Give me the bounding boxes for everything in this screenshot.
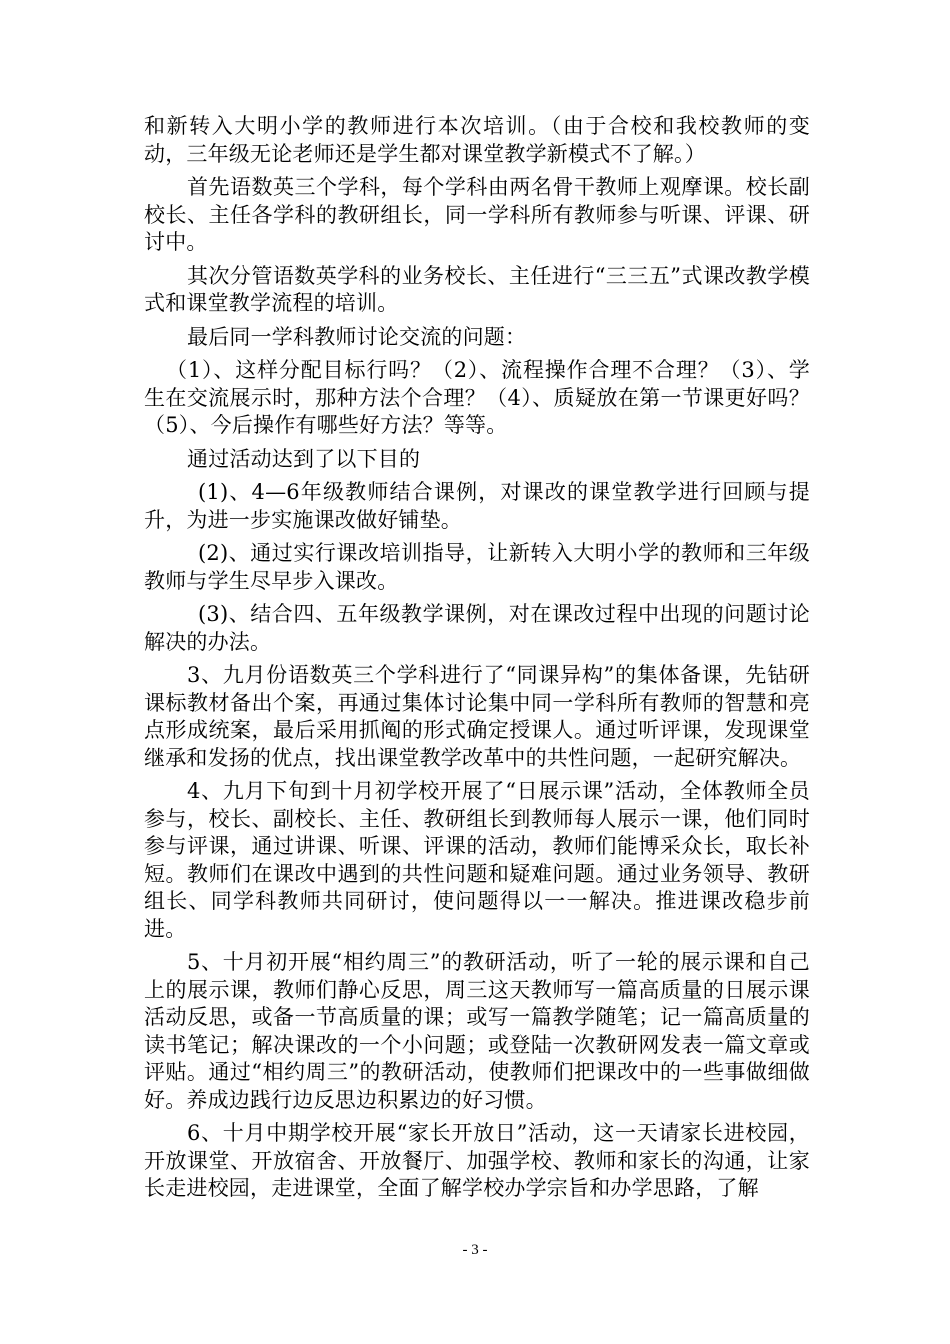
paragraph-item-5: 5、十月初开展“相约周三”的教研活动，听了一轮的展示课和自己上的展示课，教师们静心反思，周三这天教师写一篇高质量的日展示课活动反思，或备一节高质量的课；或写一篇教学随笔；记一篇高质量的读书笔记；解决课改的一个小问题；或登陆一次教研网发表一篇文章或评贴。通过“相约周三”的教研活动，使教师们把课改中的一些事做细做好。养成边践行边反思边积累边的好习惯。 (144, 950, 810, 1112)
paragraph-item-6: 6、十月中期学校开展“家长开放日”活动，这一天请家长进校园，开放课堂、开放宿舍、开放餐厅、加强学校、教师和家长的沟通，让家长走进校园，走进课堂，全面了解学校办学宗旨和办学思路，了解 (144, 1121, 810, 1200)
paragraph-model-training: 其次分管语数英学科的业务校长、主任进行“三三五”式课改教学模式和课堂教学流程的培训。 (144, 263, 810, 315)
paragraph-goal-2: (2)、通过实行课改培训指导，让新转入大明小学的教师和三年级教师与学生尽早步入课改。 (144, 541, 810, 593)
paragraph-discussion-heading: 最后同一学科教师讨论交流的问题： (187, 324, 527, 349)
document-body (144, 113, 810, 1203)
paragraph-item-3: 3、九月份语数英三个学科进行了“同课异构”的集体备课，先钻研课标教材备出个案，再通过集体讨论集中同一学科所有教师的智慧和亮点形成统案，最后采用抓阄的形式确定授课人。通过听评课，发现课堂继承和发扬的优点，找出课堂教学改革中的共性问题，一起研究解决。 (144, 663, 810, 770)
paragraph-observation-class: 首先语数英三个学科，每个学科由两名骨干教师上观摩课。校长副校长、主任各学科的教研组长，同一学科所有教师参与听课、评课、研讨中。 (144, 175, 810, 254)
paragraph-goal-3: (3)、结合四、五年级教学课例，对在课改过程中出现的问题讨论解决的办法。 (144, 602, 810, 654)
paragraph-training-intro: 和新转入大明小学的教师进行本次培训。（由于合校和我校教师的变动，三年级无论老师还是学生都对课堂教学新模式不了解。） (144, 114, 810, 166)
page-number: - 3 - (462, 1242, 488, 1258)
paragraph-goals-heading: 通过活动达到了以下目的 (187, 446, 421, 471)
paragraph-item-4: 4、九月下旬到十月初学校开展了“日展示课”活动，全体教师全员参与，校长、副校长、主任、教研组长到教师每人展示一课，他们同时参与评课，通过讲课、听课、评课的活动，教师们能博采众长，取长补短。教师们在课改中遇到的共性问题和疑难问题。通过业务领导、教研组长、同学科教师共同研讨，使问题得以一一解决。推进课改稳步前进。 (144, 779, 810, 941)
paragraph-discussion-questions: （1）、这样分配目标行吗？（2）、流程操作合理不合理？（3）、学生在交流展示时，那种方法个合理？（4）、质疑放在第一节课更好吗？（5）、今后操作有哪些好方法？等等。 (144, 358, 810, 437)
paragraph-goal-1: (1)、4—6年级教师结合课例，对课改的课堂教学进行回顾与提升，为进一步实施课改做好铺垫。 (144, 480, 810, 532)
